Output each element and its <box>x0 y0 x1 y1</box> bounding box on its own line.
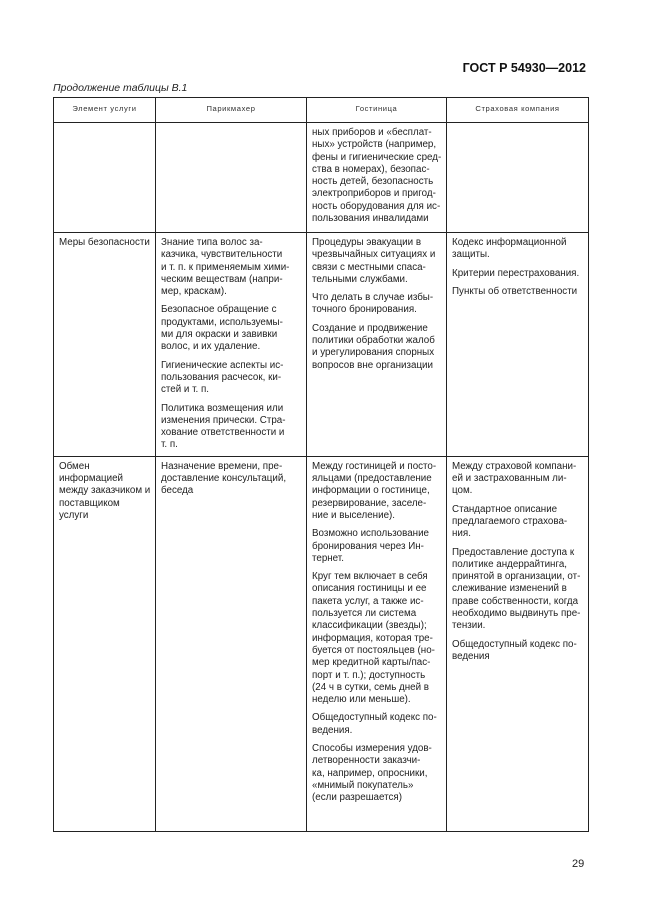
document-id: ГОСТ Р 54930—2012 <box>462 61 586 75</box>
column-header-hotel: Гостиница <box>307 98 447 123</box>
cell-paragraph: Возможно использование бронирования через Ин- тернет. <box>312 528 430 564</box>
column-header-insurance: Страховая компания <box>447 98 589 123</box>
cell-paragraph: Создание и продвижение политики обработки жалоб и урегулирования спорных вопросов вне организации <box>312 322 435 371</box>
column-header-element: Элемент услуги <box>54 98 156 123</box>
cell-paragraph: Знание типа волос за- казчика, чувствительности и т. п. к применяемым хими- ческим веществам (напри- мер, краскам). <box>161 237 290 298</box>
cell-paragraph: Критерии перестрахования. <box>452 267 580 279</box>
cell-insurance <box>447 456 589 831</box>
cell-paragraph: Процедуры эвакуации в чрезвычайных ситуациях и связи с местными спаса- тельными службами. <box>312 237 436 285</box>
cell-paragraph: Предоставление доступа к политике андеррайтинга, принятой в организации, от- слеживание изменений в праве собственности, когда необходимо выдвинуть пре- тензии. <box>452 546 581 632</box>
cell-paragraph: Гигиенические аспекты ис- пользования расчесок, ки- стей и т. п. <box>161 359 284 396</box>
cell-element <box>54 233 156 457</box>
table-row <box>54 123 589 233</box>
cell-insurance <box>447 123 589 233</box>
cell-paragraph: Стандартное описание предлагаемого страхова- ния. <box>452 503 568 540</box>
cell-hotel <box>307 123 447 233</box>
column-header-hairdresser: Парикмахер <box>156 98 307 123</box>
cell-paragraph: Круг тем включает в себя описания гостиницы и ее пакета услуг, а также ис- пользуется ли система классификации (звезды); информация, которая тре- буется от постояльцев (но- мер кредитной карты/пас- порт и т. п.); доступность (24 ч в сутки, семь дней в неделю или меньше). <box>312 571 435 706</box>
table-row <box>54 456 589 831</box>
cell-hairdresser <box>156 233 307 457</box>
cell-paragraph: Пункты об ответственности <box>452 285 578 297</box>
cell-paragraph: Общедоступный кодекс по- ведения. <box>312 712 437 736</box>
services-table <box>53 97 589 832</box>
cell-hotel <box>307 456 447 831</box>
cell-text: Меры безопасности <box>59 237 150 248</box>
cell-paragraph: Назначение времени, пре- доставление консультаций, беседа <box>161 460 287 497</box>
cell-hairdresser <box>156 456 307 831</box>
cell-insurance <box>447 233 589 457</box>
cell-paragraph: ных приборов и «бесплат- ных» устройств (например, фены и гигиенические сред- ства в номерах), безопас- ность детей, безопасность электроприборов и пригод- ность оборудования для ис- пользования инвалидами <box>312 127 442 225</box>
page-number: 29 <box>572 858 585 870</box>
cell-paragraph: Политика возмещения или изменения прически. Стра- хование ответственности и т. п. <box>161 402 286 451</box>
cell-hotel <box>307 233 447 457</box>
cell-paragraph: Кодекс информационной защиты. <box>452 237 567 261</box>
cell-text: Обмен информацией между заказчиком и поставщиком услуги <box>59 460 151 521</box>
cell-element <box>54 456 156 831</box>
table-caption: Продолжение таблицы В.1 <box>53 82 188 94</box>
cell-paragraph: Безопасное обращение с продуктами, используемы- ми для окраски и завивки волос, и их удаление. <box>161 304 283 353</box>
cell-paragraph: Способы измерения удов- летворенности заказчи- ка, например, опросники, «мнимый покупатель» (если разрешается) <box>312 742 432 804</box>
cell-paragraph: Что делать в случае избы- точного бронирования. <box>312 292 434 316</box>
table-header-row <box>54 98 589 123</box>
cell-paragraph: Между гостиницей и посто- яльцами (предоставление информации о гостинице, резервирование, заселе- ние и выселение). <box>312 460 437 521</box>
table-row <box>54 233 589 457</box>
cell-element <box>54 123 156 233</box>
cell-paragraph: Общедоступный кодекс по- ведения <box>452 638 577 662</box>
cell-hairdresser <box>156 123 307 233</box>
cell-paragraph: Между страховой компани- ей и застрахованным ли- цом. <box>452 460 577 497</box>
